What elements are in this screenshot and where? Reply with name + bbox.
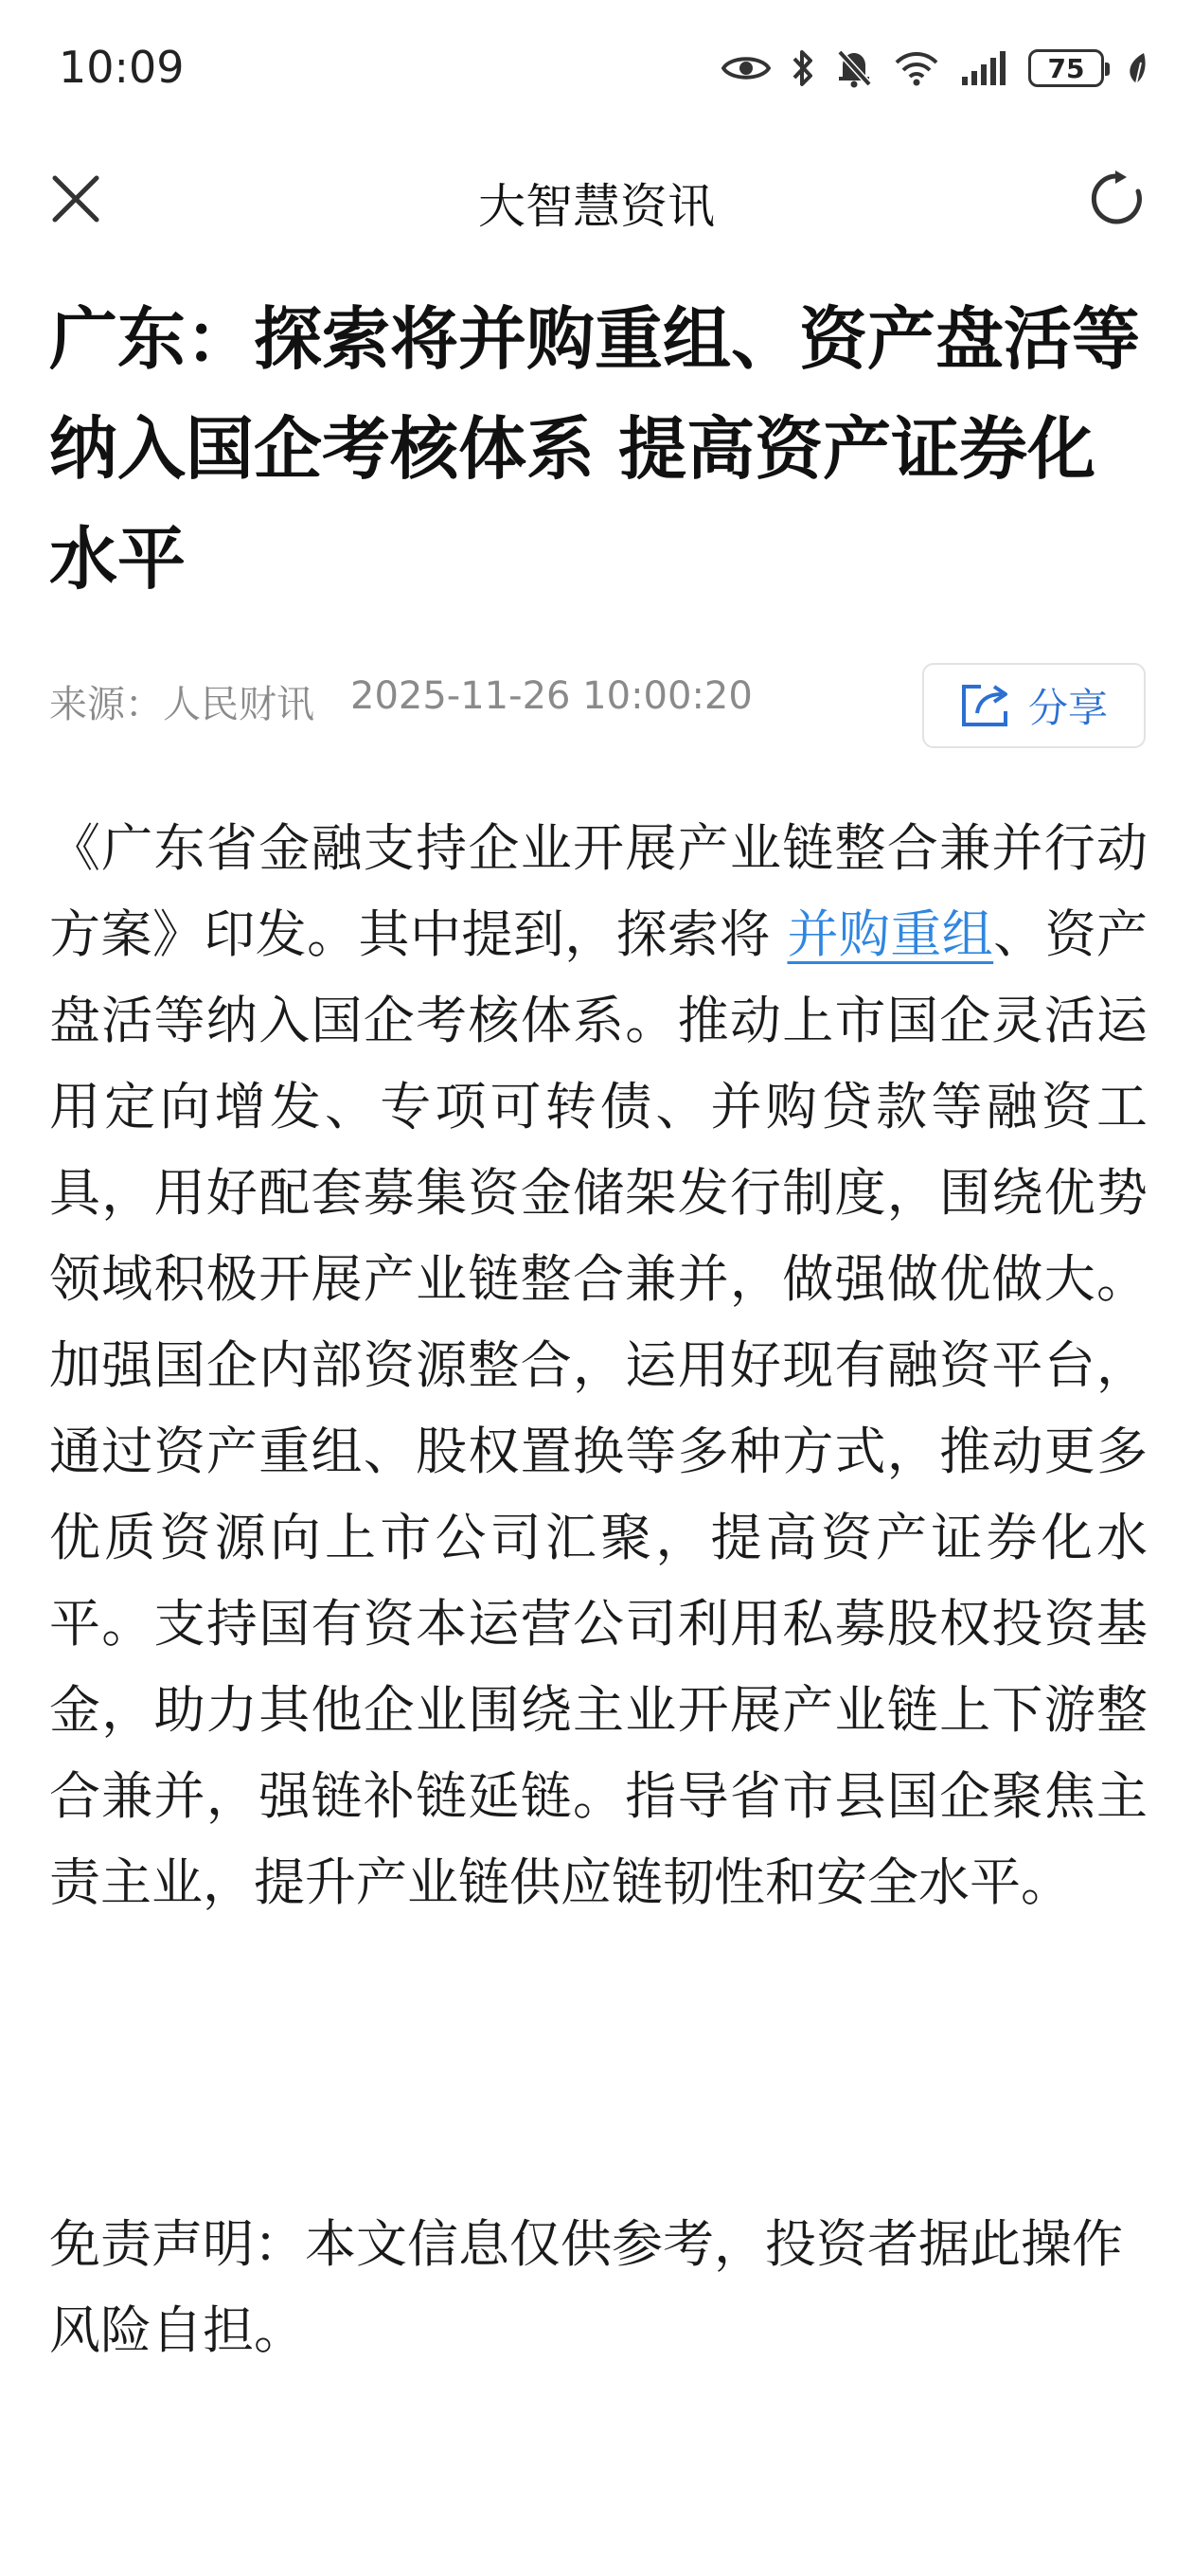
status-icons [721,44,1148,93]
battery-level: 75 [1047,52,1085,84]
wifi-icon [894,50,939,86]
share-icon [960,683,1013,728]
leaf-icon [1125,51,1148,85]
eye-icon [721,52,771,84]
status-bar [0,0,1193,133]
signal-icon [960,50,1007,86]
inline-link-merger[interactable]: 并购重组 [787,904,994,964]
article-body [49,805,1148,1925]
article-headline: 广东：探索将并购重组、资产盘活等纳入国企考核体系 提高资产证券化水平 [49,299,1141,599]
body-text-part: 《广东省金融支持企业开展产业链整合兼并行动方案》印发。其中提到，探索将 [49,818,1148,964]
article-meta [49,674,753,728]
mute-bell-icon [835,48,873,88]
battery-icon [1028,49,1104,87]
article-source: 来源：人民财讯 [49,683,314,726]
refresh-icon [1089,170,1146,227]
top-bar [0,142,1193,256]
disclaimer: 免责声明：本文信息仅供参考，投资者据此操作风险自担。 [49,2214,1123,2360]
page-title: 大智慧资讯 [478,179,715,234]
share-label: 分享 [1027,685,1108,731]
article-datetime: 2025-11-26 10:00:20 [350,674,753,718]
refresh-button[interactable] [1089,170,1146,227]
share-button[interactable] [922,663,1146,748]
body-text-part: 、资产盘活等纳入国企考核体系。推动上市国企灵活运用定向增发、专项可转债、并购贷款等融资工具，用好配套募集资金储架发行制度，围绕优势领域积极开展产业链整合兼并，做强做优做大。加强国企内部资源整合，运用好现有融资平台，通过资产重组、股权置换等多种方式，推动更多优质资源向上市公司汇聚，提高资产证券化水平。支持国有资本运营公司利用私募股权投资基金，助力其他企业围绕主业开展产业链上下游整合兼并，强链补链延链。指导省市县国企聚焦主责主业，提升产业链供应链韧性和安全水平。 [49,904,1148,1912]
status-time: 10:09 [59,42,185,93]
bluetooth-icon [792,48,814,88]
